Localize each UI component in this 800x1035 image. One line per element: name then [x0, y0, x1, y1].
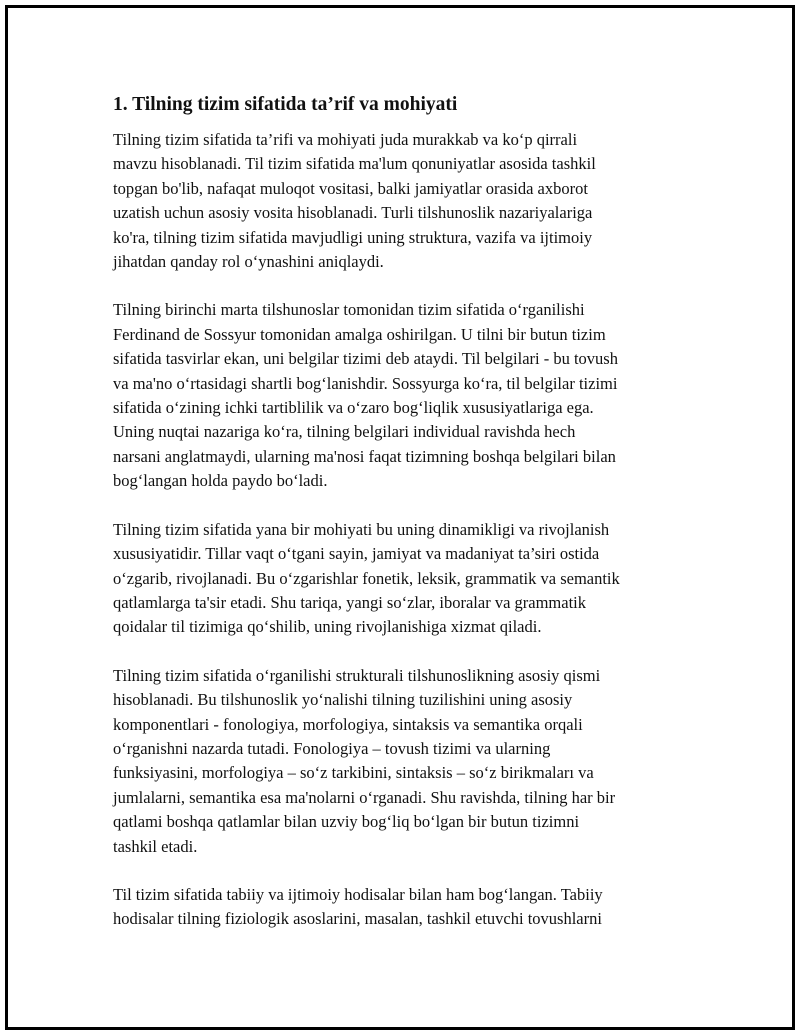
section-heading: 1. Tilning tizim sifatida ta’rif va mohiyati [113, 94, 458, 115]
document-body [113, 92, 673, 956]
paragraph-3: Tilning tizim sifatida yana bir mohiyati bu uning dinamikligi va rivojlanish xususiyatidir. Tillar vaqt o‘tgani sayin, jamiyat va madaniyat ta’siri ostida o‘zgarib, rivojlanadi. Bu o‘zgarishlar fonetik, leksik, grammatik va semantik qatlamlarga ta'sir etadi. Shu tariqa, yangi so‘zlar, iboralar va grammatik qoidalar til tizimiga qo‘shilib, uning rivojlanishiga xizmat qiladi. [113, 519, 620, 637]
paragraph-5: Til tizim sifatida tabiiy va ijtimoiy hodisalar bilan ham bog‘langan. Tabiiy hodisalar tilning fiziologik asoslarini, masalan, tashkil etuvchi tovushlarni [113, 884, 603, 929]
paragraph-1: Tilning tizim sifatida ta’rifi va mohiyati juda murakkab va ko‘p qirrali mavzu hisoblanadi. Til tizim sifatida ma'lum qonuniyatlar asosida tashkil topgan bo'lib, nafaqat muloqot vositasi, balki jamiyatlar orasida axborot uzatish uchun asosiy vosita hisoblanadi. Turli tilshunoslik nazariyalariga ko'ra, tilning tizim sifatida mavjudligi uning struktura, vazifa va ijtimoiy jihatdan qanday rol o‘ynashini aniqlaydi. [113, 130, 596, 272]
paragraph-4: Tilning tizim sifatida o‘rganilishi strukturali tilshunoslikning asosiy qismi hisoblanadi. Bu tilshunoslik yo‘nalishi tilning tuzilishini uning asosiy komponentlari - fonologiya, morfologiya, sintaksis va semantika orqali o‘rganishni nazarda tutadi. Fonologiya – tovush tizimi va ularning funksiyasini, morfologiya – so‘z tarkibini, sintaksis – so‘z birikmaları va jumlalarni, semantika esa ma'nolarni o‘rganadi. Shu ravishda, tilning har bir qatlami boshqa qatlamlar bilan uzviy bog‘liq bo‘lgan bir butun tizimni tashkil etadi. [113, 665, 616, 856]
paragraph-2: Tilning birinchi marta tilshunoslar tomonidan tizim sifatida o‘rganilishi Ferdinand de Sossyur tomonidan amalga oshirilgan. U tilni bir butun tizim sifatida tasvirlar ekan, uni belgilar tizimi deb ataydi. Til belgilari - bu tovush va ma'no o‘rtasidagi shartli bog‘lanishdir. Sossyurga ko‘ra, til belgilar tizimi sifatida o‘zining ichki tartiblilik va o‘zaro bog‘liqlik xususiyatlariga ega. Uning nuqtai nazariga ko‘ra, tilning belgilari individual ravishda hech narsani anglatmaydi, ularning ma'nosi faqat tizimning boshqa belgilari bilan bog‘langan holda paydo bo‘ladi. [113, 300, 618, 491]
